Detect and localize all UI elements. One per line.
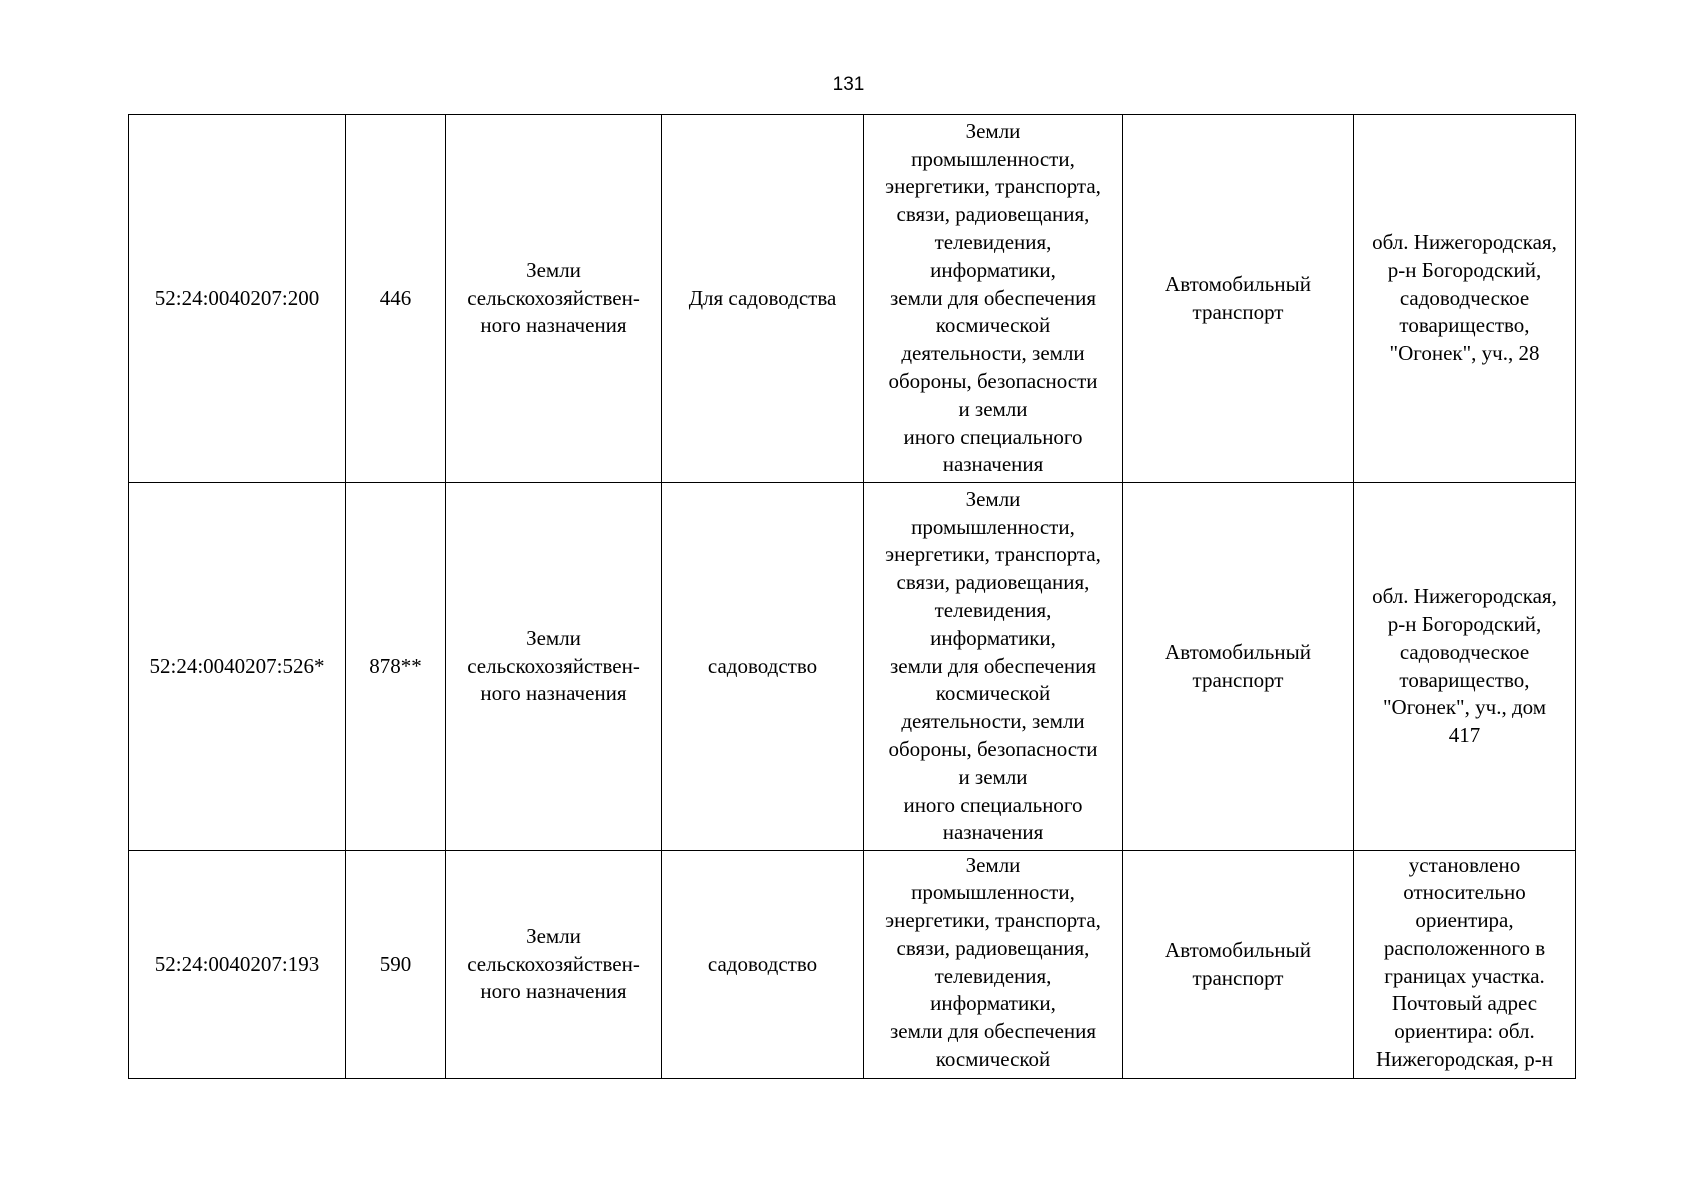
land-category-cell: Земли сельскохозяйствен- ного назначения [446, 483, 662, 851]
land-category-cell: Земли сельскохозяйствен- ного назначения [446, 115, 662, 483]
cadastral-number-cell: 52:24:0040207:193 [129, 851, 346, 1079]
target-category-cell: Земли промышленности, энергетики, транспорта, связи, радиовещания, телевидения, информатики, земли для обеспечения космической [864, 851, 1123, 1079]
land-category-cell: Земли сельскохозяйствен- ного назначения [446, 851, 662, 1079]
purpose-cell: Автомобильный транспорт [1123, 851, 1354, 1079]
page-number: 131 [832, 74, 865, 95]
area-cell: 590 [346, 851, 446, 1079]
area-cell: 878** [346, 483, 446, 851]
table-row [129, 483, 1576, 851]
target-category-cell: Земли промышленности, энергетики, транспорта, связи, радиовещания, телевидения, информатики, земли для обеспечения космической деятельности, земли обороны, безопасности и земли иного специального назначения [864, 483, 1123, 851]
cadastral-number-cell: 52:24:0040207:200 [129, 115, 346, 483]
address-cell: установлено относительно ориентира, расположенного в границах участка. Почтовый адрес ориентира: обл. Нижегородская, р-н [1354, 851, 1576, 1079]
land-plots-table [128, 114, 1576, 1079]
purpose-cell: Автомобильный транспорт [1123, 483, 1354, 851]
table-row [129, 115, 1576, 483]
address-cell: обл. Нижегородская, р-н Богородский, садоводческое товарищество, "Огонек", уч., 28 [1354, 115, 1576, 483]
area-cell: 446 [346, 115, 446, 483]
address-cell: обл. Нижегородская, р-н Богородский, садоводческое товарищество, "Огонек", уч., дом 417 [1354, 483, 1576, 851]
permitted-use-cell: садоводство [662, 851, 864, 1079]
purpose-cell: Автомобильный транспорт [1123, 115, 1354, 483]
cadastral-number-cell: 52:24:0040207:526* [129, 483, 346, 851]
target-category-cell: Земли промышленности, энергетики, транспорта, связи, радиовещания, телевидения, информатики, земли для обеспечения космической деятельности, земли обороны, безопасности и земли иного специального назначения [864, 115, 1123, 483]
permitted-use-cell: садоводство [662, 483, 864, 851]
table-row [129, 851, 1576, 1079]
permitted-use-cell: Для садоводства [662, 115, 864, 483]
